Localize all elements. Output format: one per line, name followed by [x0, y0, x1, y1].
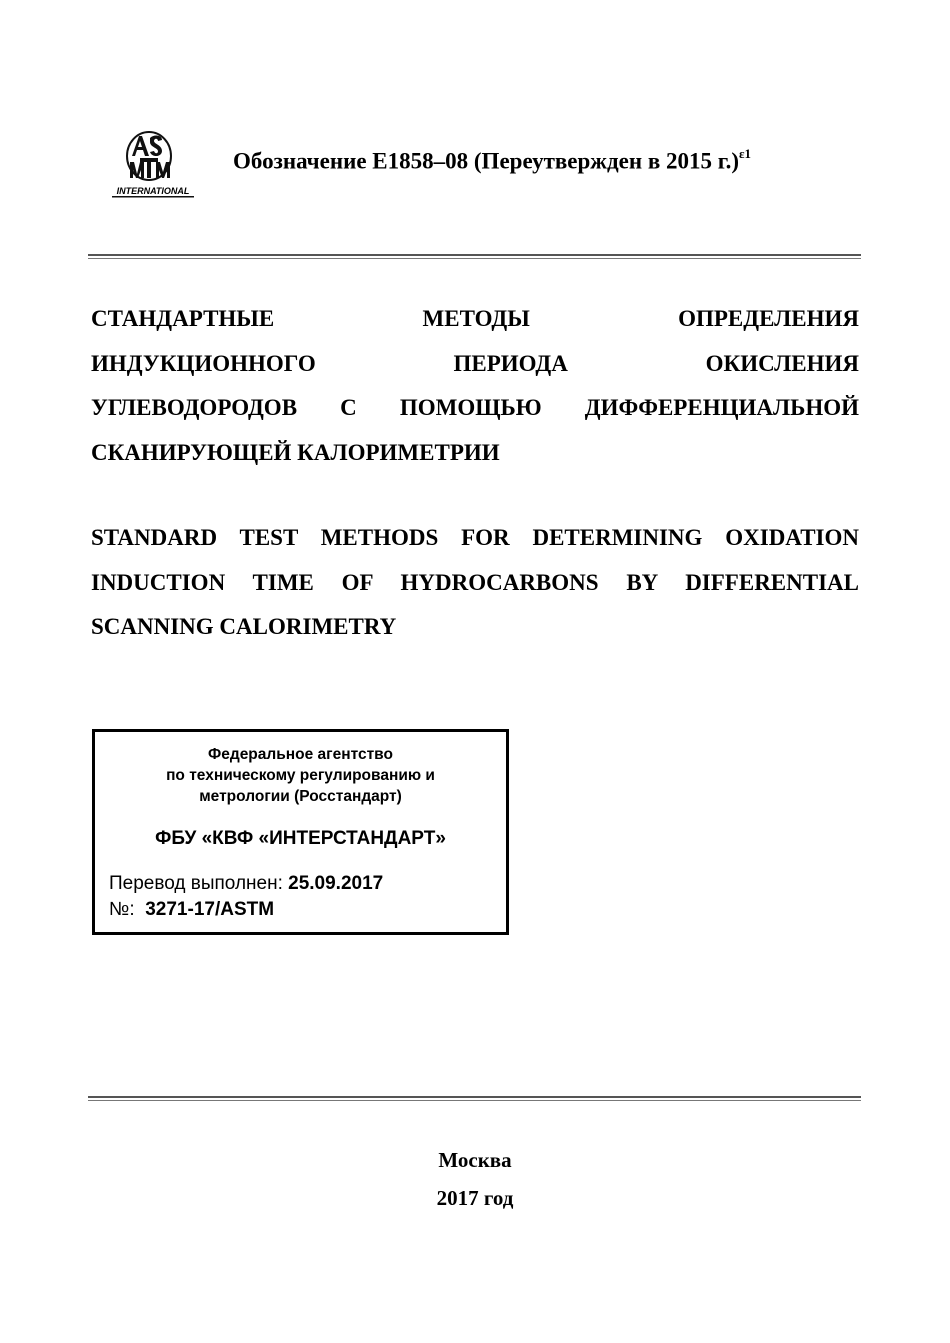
stamp-agency-line: метрологии (Росстандарт) [199, 788, 402, 805]
stamp-number-value: 3271-17/ASTM [145, 899, 275, 920]
designation [233, 148, 751, 175]
stamp-number [109, 899, 274, 921]
stamp-translation-date [109, 873, 383, 895]
title-ru-line: СКАНИРУЮЩЕЙ КАЛОРИМЕТРИИ [91, 439, 500, 465]
title-russian [91, 297, 859, 475]
stamp-agency [95, 744, 506, 807]
title-english [91, 516, 859, 650]
title-ru-line: ИНДУКЦИОННОГО ПЕРИОДА ОКИСЛЕНИЯ [91, 350, 859, 376]
footer-city: Москва [438, 1148, 512, 1172]
title-en-line: SCANNING CALORIMETRY [91, 614, 397, 639]
bottom-divider [88, 1096, 861, 1101]
astm-emblem [127, 132, 171, 180]
designation-superscript: ε1 [739, 146, 752, 161]
stamp-translated-label: Перевод выполнен: [109, 873, 283, 894]
title-ru-line: УГЛЕВОДОРОДОВ С ПОМОЩЬЮ ДИФФЕРЕНЦИАЛЬНОЙ [91, 395, 859, 420]
stamp-organization: ФБУ «КВФ «ИНТЕРСТАНДАРТ» [155, 828, 446, 849]
footer-year: 2017 год [436, 1186, 514, 1210]
title-en-line: INDUCTION TIME OF HYDROCARBONS BY DIFFERENTIAL [91, 569, 859, 595]
astm-logo [110, 128, 196, 200]
title-ru-line: СТАНДАРТНЫЕ МЕТОДЫ ОПРЕДЕЛЕНИЯ [91, 306, 859, 331]
stamp-agency-line: по техническому регулированию и [166, 767, 435, 784]
title-en-line: STANDARD TEST METHODS FOR DETERMINING OXIDATION [91, 525, 859, 550]
stamp-agency-line: Федеральное агентство [208, 746, 393, 763]
translation-stamp [92, 729, 509, 935]
top-divider [88, 254, 861, 259]
stamp-translated-date: 25.09.2017 [288, 873, 384, 894]
stamp-number-label: №: [109, 899, 135, 920]
astm-logo-subtext: INTERNATIONAL [116, 186, 190, 196]
astm-logo-underline [112, 196, 194, 198]
designation-text: Обозначение E1858–08 (Переутвержден в 2015 г.) [233, 148, 739, 174]
